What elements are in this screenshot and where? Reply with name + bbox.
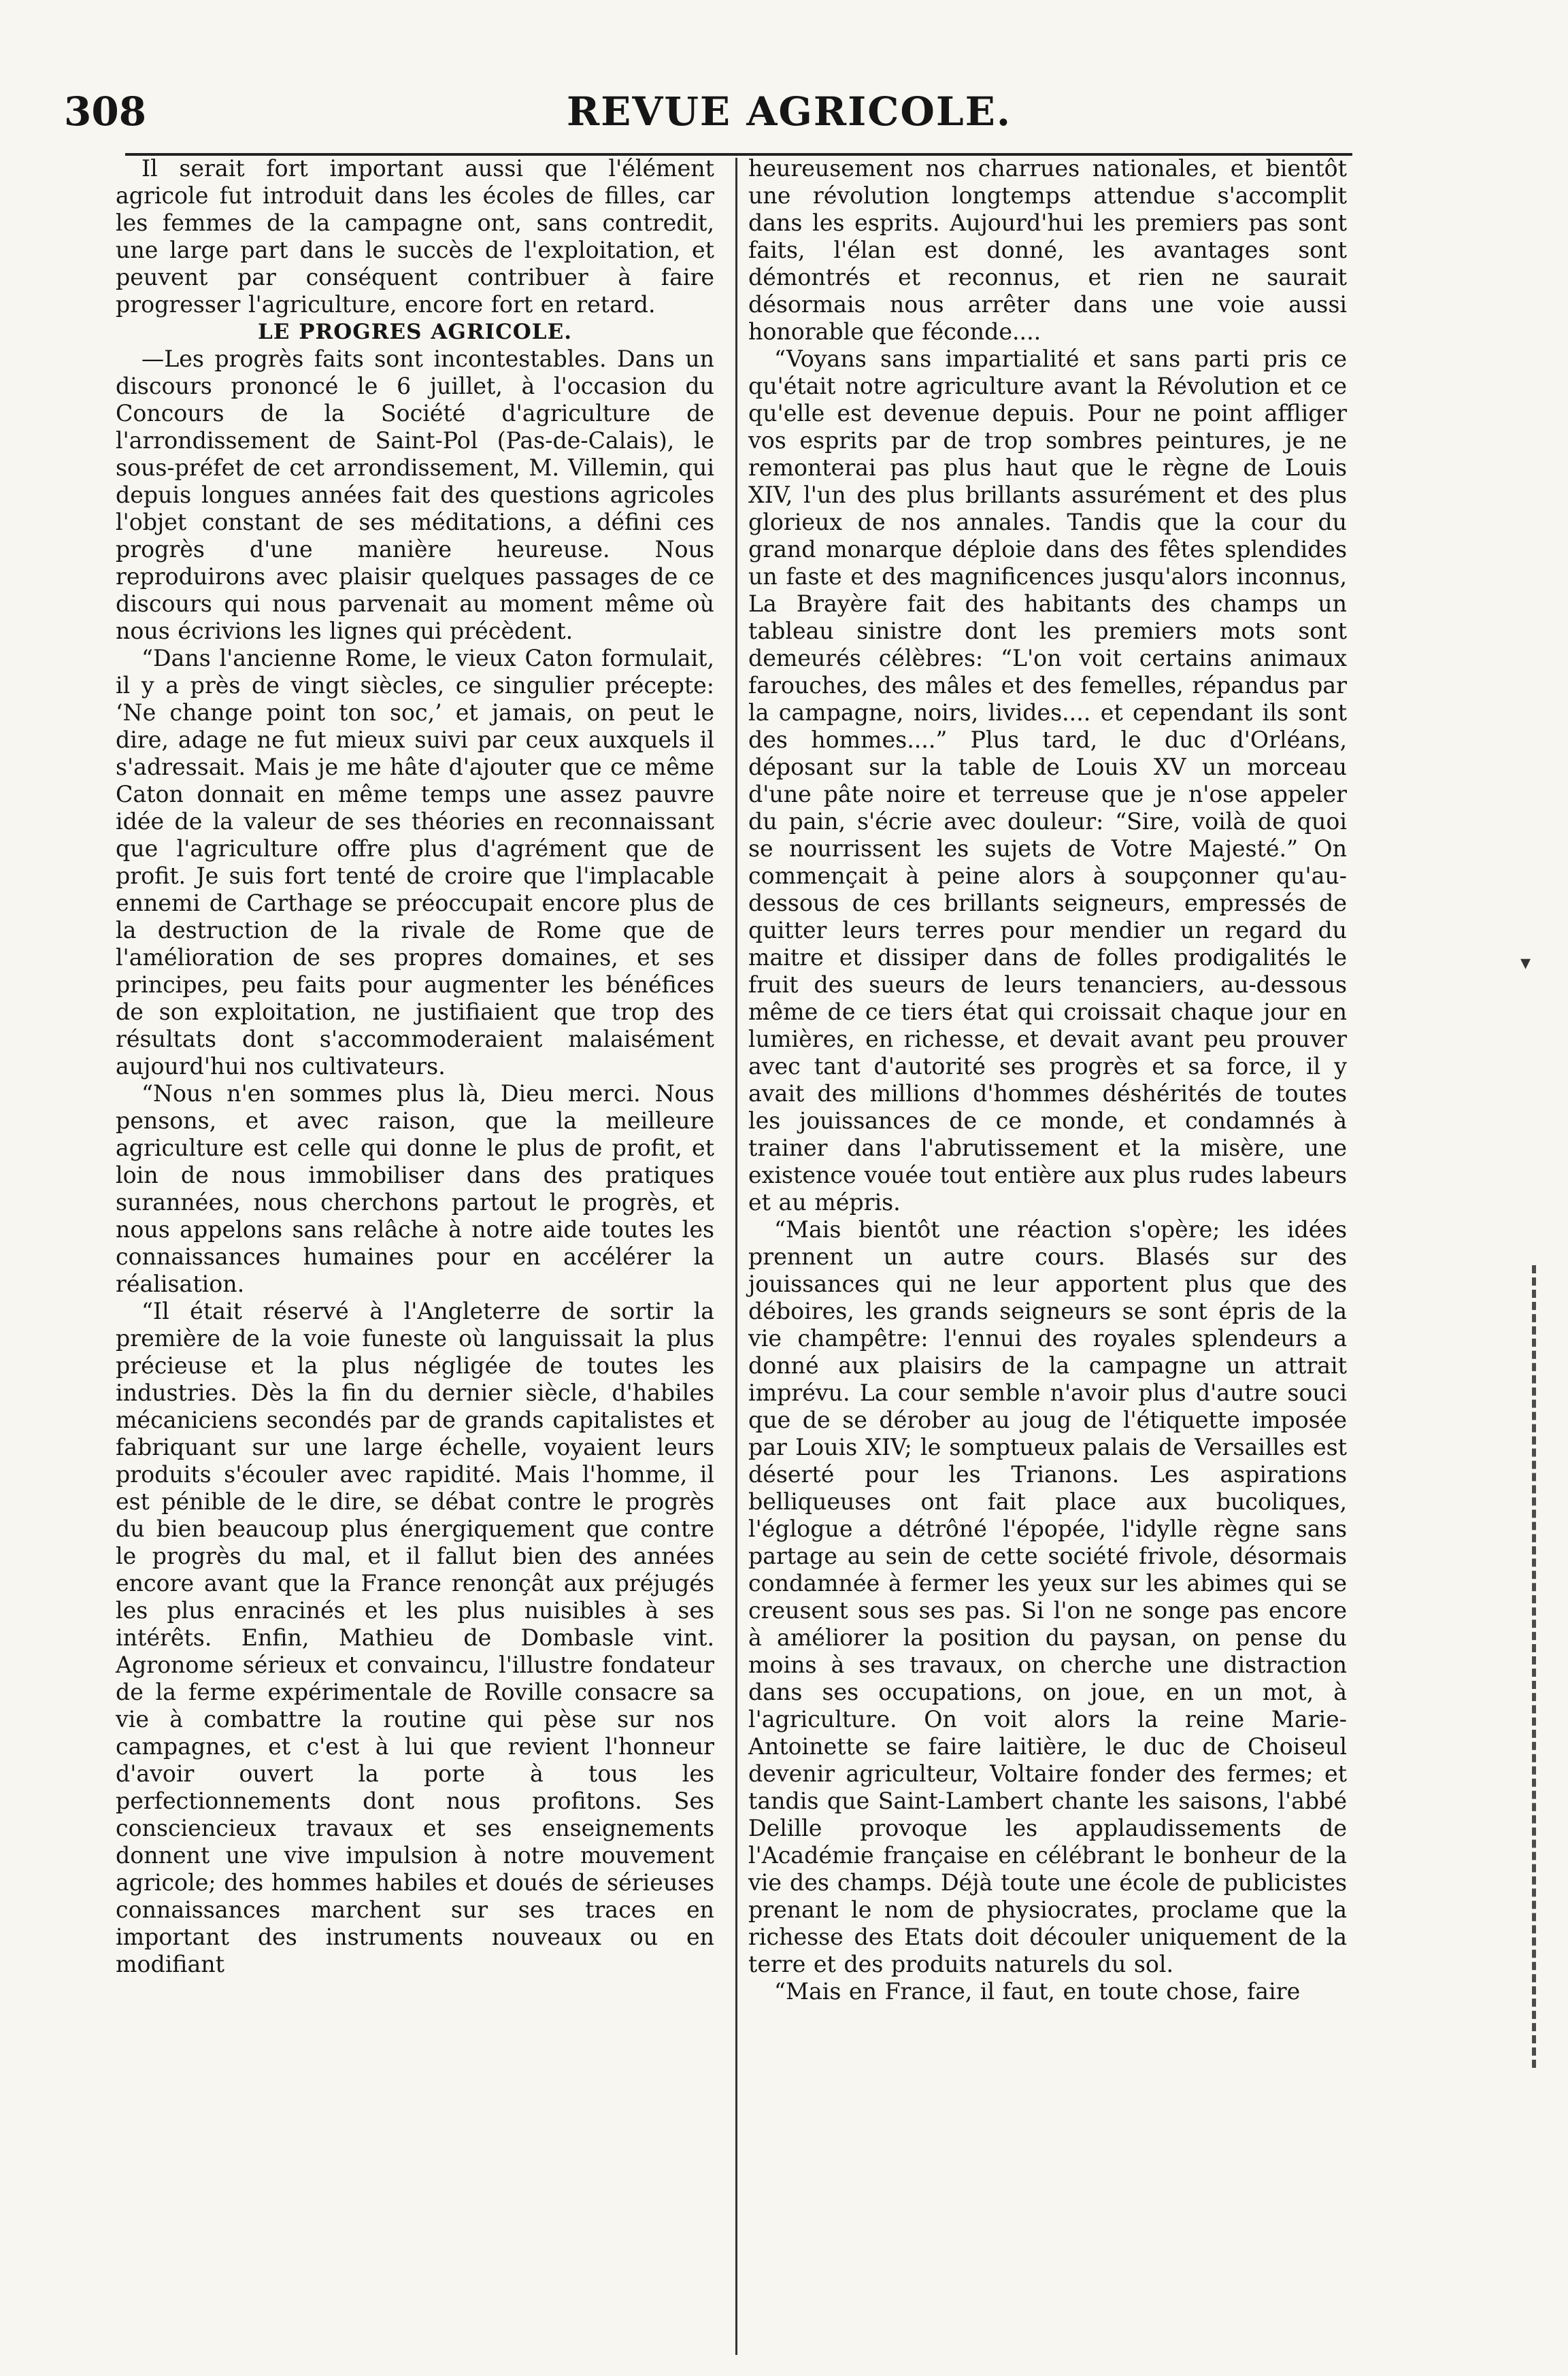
paragraph: “Il était réservé à l'Angleterre de sortir la première de la voie funeste où languissait la plus précieuse et la plus négligée de toutes les industries. Dès la fin du dernier siècle, d'habiles mécaniciens secondés par de grands capitalistes et fabriquant sur une large échelle, voyaient leurs produits s'écouler avec rapidité. Mais l'homme, il est pénible de le dire, se débat contre le progrès du bien beaucoup plus énergiquement que contre le progrès du mal, et il fallut bien des années encore avant que la France renonçât aux préjugés les plus enracinés et les plus nuisibles à ses intérêts. Enfin, Mathieu de Dombasle vint. Agronome sérieux et convaincu, l'illustre fondateur de la ferme expérimentale de Roville consacre sa vie à combattre la routine qui pèse sur nos campagnes, et c'est à lui que revient l'honneur d'avoir ouvert la porte à tous les perfectionnements dont nous profitons. Ses consciencieux travaux et ses enseignements donnent une vive impulsion à notre mouvement agricole; des hommes habiles et doués de sérieuses connaissances marchent sur ses traces en important des instruments nouveaux ou en modifiant: [116, 1298, 714, 1977]
paragraph: heureusement nos charrues nationales, et bientôt une révolution longtemps attendue s'accomplit dans les esprits. Aujourd'hui les premiers pas sont faits, l'élan est donné, les avantages sont démontrés et reconnus, et rien ne saurait désormais nous arrêter dans une voie aussi honorable que féconde....: [748, 155, 1347, 345]
column-divider: [735, 158, 737, 2355]
paragraph: “Voyans sans impartialité et sans parti pris ce qu'était notre agriculture avant la Révolution et ce qu'elle est devenue depuis. Pour ne point affliger vos esprits par de trop sombres peintures, je ne remonterai pas plus haut que le règne de Louis XIV, l'un des plus brillants assurément et des plus glorieux de nos annales. Tandis que la cour du grand monarque déploie dans des fêtes splendides un faste et des magnificences jusqu'alors inconnus, La Brayère fait des habitants des champs un tableau sinistre dont les premiers mots sont demeurés célèbres: “L'on voit certains animaux farouches, des mâles et des femelles, répandus par la campagne, noirs, livides.... et cependant ils sont des hommes....” Plus tard, le duc d'Orléans, déposant sur la table de Louis XV un morceau d'une pâte noire et terreuse que je n'ose appeler du pain, s'écrie avec douleur: “Sire, voilà de quoi se nourrissent les sujets de Votre Majesté.” On commençait à peine alors à soupçonner qu'au-dessous de ces brillants seigneurs, empressés de quitter leurs terres pour mendier un regard du maitre et dissiper dans de folles prodigalités le fruit des sueurs de leurs tenanciers, au-dessous même de ce tiers état qui croissait chaque jour en lumières, en richesse, et devait avant peu prouver avec tant d'autorité ses progrès et sa force, il y avait des millions d'hommes déshérités de toutes les jouissances de ce monde, et condamnés à trainer dans l'abrutissement et la misère, une existence vouée tout entière aux plus rudes labeurs et au mépris.: [748, 346, 1347, 1216]
page-number: 308: [64, 88, 147, 135]
running-title: REVUE AGRICOLE.: [566, 88, 1012, 135]
paragraph: “Dans l'ancienne Rome, le vieux Caton formulait, il y a près de vingt siècles, ce singulier précepte: ‘Ne change point ton soc,’ et jamais, on peut le dire, adage ne fut mieux suivi par ceux auxquels il s'adressait. Mais je me hâte d'ajouter que ce même Caton donnait en même temps une assez pauvre idée de la valeur de ses théories en reconnaissant que l'agriculture offre plus d'agrément que de profit. Je suis fort tenté de croire que l'implacable ennemi de Carthage se préoccupait encore plus de la destruction de la rivale de Rome que de l'amélioration de ses propres domaines, et ses principes, peu faits pour augmenter les bénéfices de son exploitation, ne justifiaient que trop des résultats dont s'accommoderaient malaisément aujourd'hui nos cultivateurs.: [116, 645, 714, 1080]
margin-dot: ▾: [1520, 951, 1531, 975]
paragraph: “Nous n'en sommes plus là, Dieu merci. Nous pensons, et avec raison, que la meilleure agriculture est celle qui donne le plus de profit, et loin de nous immobiliser dans des pratiques surannées, nous cherchons partout le progrès, et nous appelons sans relâche à notre aide toutes les connaissances humaines pour en accélérer la réalisation.: [116, 1080, 714, 1297]
paragraph: “Mais bientôt une réaction s'opère; les idées prennent un autre cours. Blasés sur des jouissances qui ne leur apportent plus que des déboires, les grands seigneurs se sont épris de la vie champêtre: l'ennui des royales splendeurs a donné aux plaisirs de la campagne un attrait imprévu. La cour semble n'avoir plus d'autre souci que de se dérober au joug de l'étiquette imposée par Louis XIV; le somptueux palais de Versailles est déserté pour les Trianons. Les aspirations belliqueuses ont fait place aux bucoliques, l'églogue a détrôné l'épopée, l'idylle règne sans partage au sein de cette société frivole, désormais condamnée à fermer les yeux sur les abimes qui se creusent sous ses pas. Si l'on ne songe pas encore à améliorer la position du paysan, on pense du moins à ses travaux, on cherche une distraction dans ses occupations, on joue, en un mot, à l'agriculture. On voit alors la reine Marie-Antoinette se faire laitière, le duc de Choiseul devenir agriculteur, Voltaire fonder des fermes; et tandis que Saint-Lambert chante les saisons, l'abbé Delille provoque les applaudissements de l'Académie française en célébrant le bonheur de la vie des champs. Déjà toute une école de publicistes prenant le nom de physiocrates, proclame que la richesse des Etats doit découler uniquement de la terre et des produits naturels du sol.: [748, 1216, 1347, 1977]
scan-edge-mark: [1532, 1265, 1556, 2068]
paragraph: —Les progrès faits sont incontestables. Dans un discours prononcé le 6 juillet, à l'occasion du Concours de la Société d'agriculture de l'arrondissement de Saint-Pol (Pas-de-Calais), le sous-préfet de cet arrondissement, M. Villemin, qui depuis longues années fait des questions agricoles l'objet constant de ses méditations, a défini ces progrès d'une manière heureuse. Nous reproduirons avec plaisir quelques passages de ce discours qui nous parvenait au moment même où nous écrivions les lignes qui précèdent.: [116, 346, 714, 644]
paragraph: Il serait fort important aussi que l'élément agricole fut introduit dans les écoles de filles, car les femmes de la campagne ont, sans contredit, une large part dans le succès de l'exploitation, et peuvent par conséquent contribuer à faire progresser l'agriculture, encore fort en retard.: [116, 155, 714, 318]
right-column: [748, 155, 1347, 2005]
paragraph: “Mais en France, il faut, en toute chose, faire: [774, 1978, 1301, 2005]
section-heading: LE PROGRES AGRICOLE.: [257, 320, 573, 344]
left-column: [116, 155, 714, 1978]
